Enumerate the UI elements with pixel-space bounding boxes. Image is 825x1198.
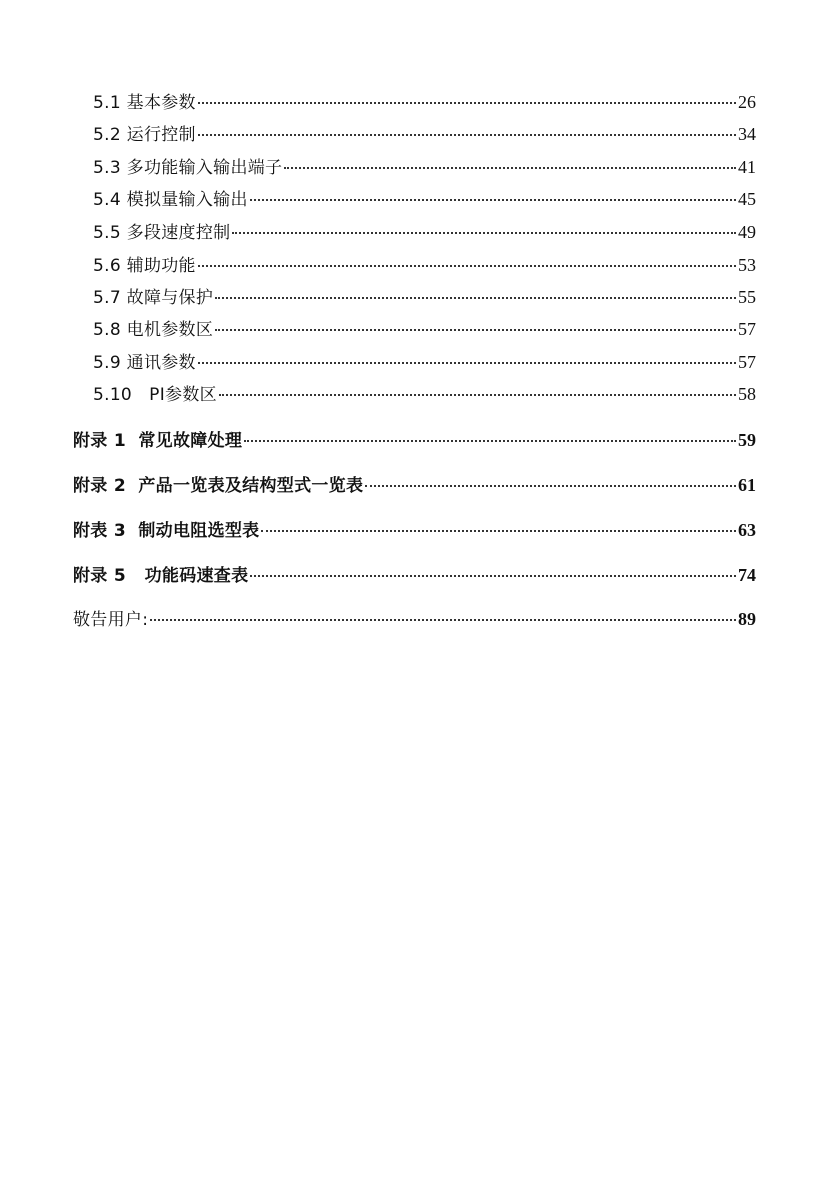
toc-entry-page: 61: [738, 475, 756, 495]
toc-entry-5-10[interactable]: [93, 380, 756, 405]
toc-entry-page: 74: [738, 565, 756, 585]
toc-entry-label: 附表 3 制动电阻选型表: [73, 521, 260, 541]
toc-dot-leader: [232, 232, 736, 234]
toc-entry-label: 5.7 故障与保护: [93, 288, 214, 308]
toc-entry-5-5[interactable]: [93, 218, 756, 243]
toc-entry-appendix-1[interactable]: [73, 426, 756, 451]
toc-entry-page: 34: [738, 124, 756, 144]
toc-entry-page: 45: [738, 189, 756, 209]
toc-entry-label: 5.8 电机参数区: [93, 320, 214, 340]
toc-dot-leader: [365, 485, 736, 487]
toc-entry-label: 5.1 基本参数: [93, 93, 196, 113]
toc-dot-leader: [250, 575, 736, 577]
toc-entry-appendix-table-3[interactable]: [73, 516, 756, 541]
toc-dot-leader: [198, 102, 736, 104]
toc-entry-page: 26: [738, 92, 756, 112]
toc-dot-leader: [198, 134, 736, 136]
toc-entry-appendix-5[interactable]: [73, 561, 756, 586]
toc-entry-page: 41: [738, 157, 756, 177]
toc-dot-leader: [215, 297, 736, 299]
toc-dot-leader: [215, 329, 736, 331]
toc-dot-leader: [244, 440, 736, 442]
toc-entry-label: 5.4 模拟量输入输出: [93, 190, 248, 210]
toc-entry-page: 58: [738, 384, 756, 404]
toc-entry-label: 5.9 通讯参数: [93, 353, 196, 373]
toc-dot-leader: [261, 530, 736, 532]
toc-dot-leader: [150, 619, 736, 621]
toc-entry-appendix-2[interactable]: [73, 471, 756, 496]
toc-dot-leader: [250, 199, 736, 201]
toc-entry-label: 5.6 辅助功能: [93, 256, 196, 276]
toc-entry-page: 89: [738, 609, 756, 629]
toc-entry-page: 57: [738, 352, 756, 372]
toc-dot-leader: [284, 167, 736, 169]
toc-entry-page: 63: [738, 520, 756, 540]
toc-entry-5-2[interactable]: [93, 120, 756, 145]
toc-entry-5-4[interactable]: [93, 185, 756, 210]
toc-entry-label: 附录 1 常见故障处理: [73, 431, 243, 451]
toc-entry-page: 59: [738, 430, 756, 450]
toc-entry-page: 49: [738, 222, 756, 242]
toc-entry-label: 附录 2 产品一览表及结构型式一览表: [73, 476, 364, 496]
toc-entry-page: 53: [738, 255, 756, 275]
toc-entry-5-7[interactable]: [93, 283, 756, 308]
toc-entry-5-6[interactable]: [93, 251, 756, 276]
toc-entry-label: 5.5 多段速度控制: [93, 223, 231, 243]
toc-entry-label: 敬告用户:: [73, 610, 149, 630]
toc-entry-5-9[interactable]: [93, 348, 756, 373]
toc-dot-leader: [198, 265, 736, 267]
toc-entry-label: 5.10 PI参数区: [93, 385, 217, 405]
toc-entry-notice-to-users[interactable]: [73, 605, 756, 630]
toc-entry-5-1[interactable]: [93, 88, 756, 113]
toc-entry-page: 55: [738, 287, 756, 307]
toc-entry-5-8[interactable]: [93, 315, 756, 340]
toc-entry-5-3[interactable]: [93, 153, 756, 178]
toc-entry-page: 57: [738, 319, 756, 339]
toc-entry-label: 5.3 多功能输入输出端子: [93, 158, 283, 178]
toc-dot-leader: [219, 394, 736, 396]
toc-dot-leader: [198, 362, 736, 364]
toc-entry-label: 5.2 运行控制: [93, 125, 196, 145]
toc-entry-label: 附录 5 功能码速查表: [73, 566, 249, 586]
